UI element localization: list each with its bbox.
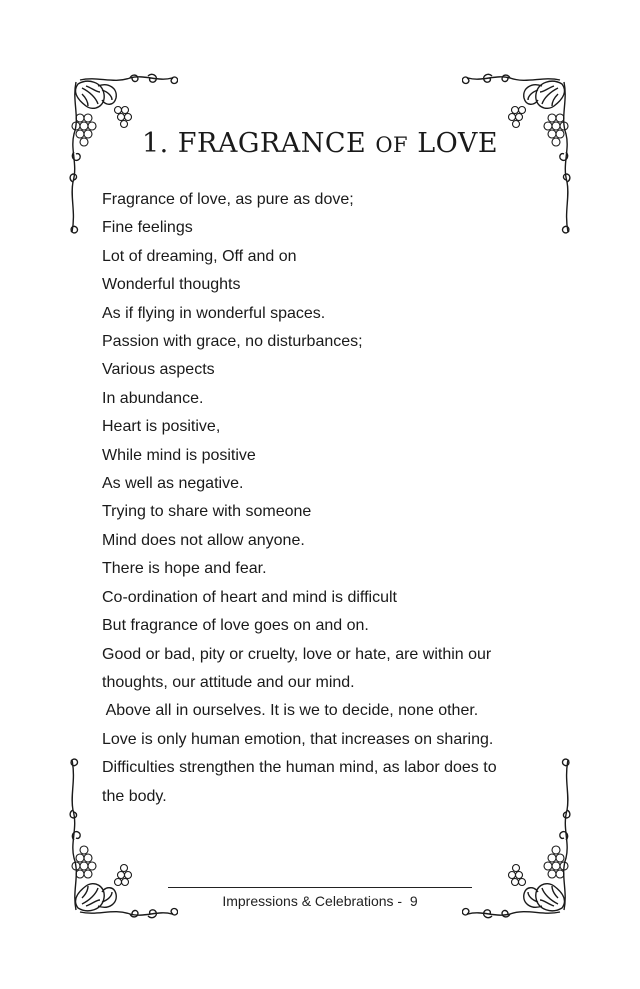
chapter-title: [0, 128, 640, 159]
poem-body: [102, 186, 552, 811]
poem-line: Lot of dreaming, Off and on: [102, 247, 297, 265]
poem-line: Difficulties strengthen the human mind, as labor does to: [102, 759, 497, 777]
title-number: 1.: [141, 128, 169, 159]
poem-line: Various aspects: [102, 361, 215, 379]
poem-line: As well as negative.: [102, 475, 244, 493]
poem-line: Co-ordination of heart and mind is difficult: [102, 588, 397, 606]
poem-line: Fine feelings: [102, 219, 193, 237]
title-word-love: LOVE: [417, 128, 499, 159]
title-word-fragrance: FRAGRANCE: [177, 128, 367, 159]
poem-line: Good or bad, pity or cruelty, love or hate, are within our: [102, 645, 492, 663]
title-word-of: OF: [375, 133, 409, 157]
poem-line: Heart is positive,: [102, 418, 221, 436]
poem-line: thoughts, our attitude and our mind.: [102, 673, 355, 691]
page-footer: Impressions & Celebrations - 9: [222, 893, 418, 909]
poem-line: While mind is positive: [102, 446, 256, 464]
poem-line: Passion with grace, no disturbances;: [102, 333, 363, 351]
poem-line: Trying to share with someone: [102, 503, 312, 521]
poem-line: In abundance.: [102, 389, 204, 407]
poem-line: Wonderful thoughts: [102, 276, 241, 294]
poem-line: Fragrance of love, as pure as dove;: [102, 191, 354, 208]
poem-line: Love is only human emotion, that increases on sharing.: [102, 730, 494, 748]
footer-divider: [168, 887, 472, 888]
poem-line: As if flying in wonderful spaces.: [102, 304, 326, 322]
poem-line: Mind does not allow anyone.: [102, 531, 305, 549]
poem-line: Above all in ourselves. It is we to decide, none other.: [102, 702, 479, 720]
poem-line: the body.: [102, 787, 167, 805]
poem-line: But fragrance of love goes on and on.: [102, 617, 369, 635]
poem-line: There is hope and fear.: [102, 560, 267, 578]
